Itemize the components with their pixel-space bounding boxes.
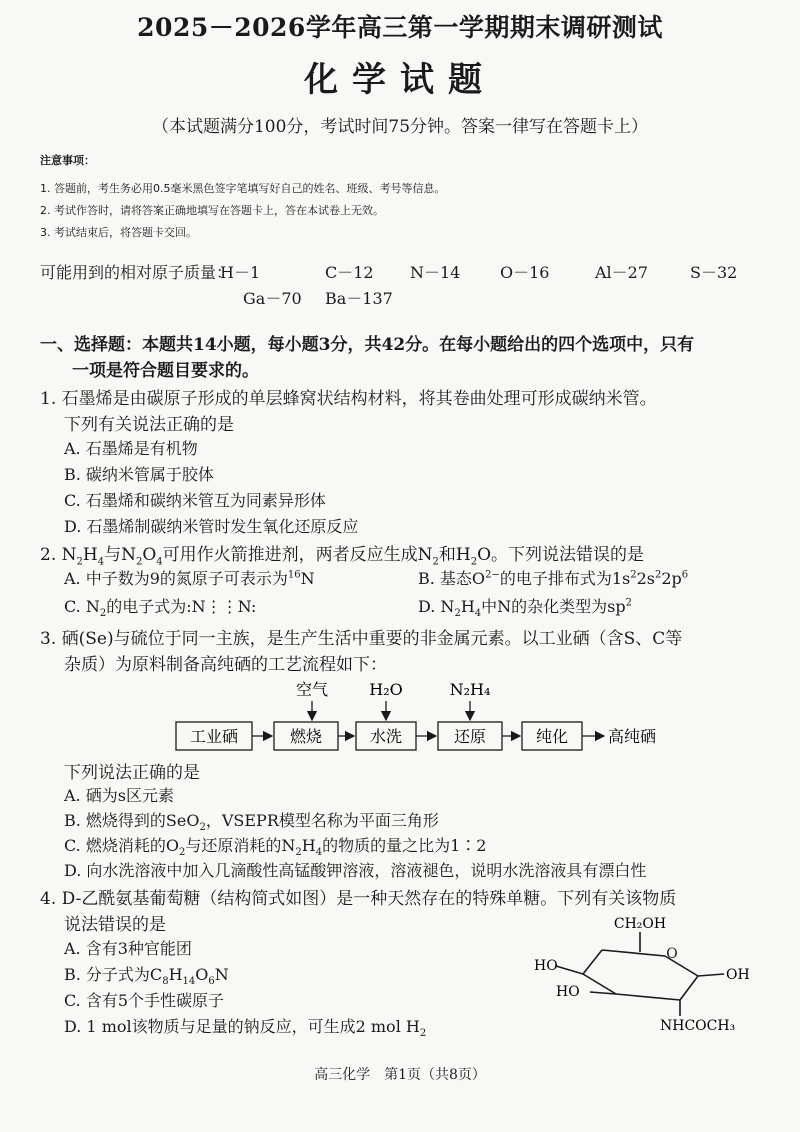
notice-item: 1. 答题前，考生务必用0.5毫米黑色签字笔填写好自己的姓名、班级、考号等信息。 <box>40 182 446 195</box>
question-3-option-d: D. 向水洗溶液中加入几滴酸性高锰酸钾溶液，溶液褪色，说明水洗溶液具有漂白性 <box>64 861 647 880</box>
question-2-option-d: D. $N_2H_4$中N的杂化类型为$sp^2$ <box>418 597 632 620</box>
atomic-mass-item: O－16 <box>500 263 550 282</box>
mol-label-oh: OH <box>726 967 750 983</box>
question-3-option-b: B. 燃烧得到的SeO$_2$，VSEPR模型名称为平面三角形 <box>64 811 439 834</box>
exam-info: （本试题满分100分，考试时间75分钟。答案一律写在答题卡上） <box>151 117 649 137</box>
question-1-stem: 1. 石墨烯是由碳原子形成的单层蜂窝状结构材料，将其卷曲处理可形成碳纳米管。 <box>40 389 657 409</box>
subject-title: 化学试题 <box>304 60 496 100</box>
molecule-structure <box>520 916 780 1051</box>
atomic-mass-item: C－12 <box>325 263 374 282</box>
mol-label-ho: HO <box>534 958 558 974</box>
atomic-mass-item: Ga－70 <box>243 289 302 308</box>
question-3-stem-cont: 杂质）为原料制备高纯硒的工艺流程如下： <box>64 655 387 675</box>
question-3-prompt: 下列说法正确的是 <box>64 763 200 783</box>
mol-label-ring-o: O <box>666 946 678 962</box>
flow-box-label: 水洗 <box>369 727 403 746</box>
question-4-option-a: A. 含有3种官能团 <box>64 939 192 958</box>
question-4-option-b: B. 分子式为$C_8H_{14}O_6N$ <box>64 965 229 988</box>
flow-input-air: 空气 <box>295 680 329 699</box>
question-1-option-a: A. 石墨烯是有机物 <box>64 439 198 458</box>
mol-label-ho: HO <box>556 984 580 1000</box>
mol-label-ch2oh: CH₂OH <box>613 916 667 932</box>
question-2-option-b: B. 基态$O^{2-}$的电子排布式为$1s^22s^22p^6$ <box>418 569 689 588</box>
atomic-mass-item: Ba－137 <box>325 289 393 308</box>
question-4-option-c: C. 含有5个手性碳原子 <box>64 991 225 1010</box>
atomic-mass-item: N－14 <box>410 263 461 282</box>
question-3-stem: 3. 硒(Se)与硫位于同一主族，是生产生活中重要的非金属元素。以工业硒（含S、C等 <box>40 629 683 649</box>
flow-box-label: 纯化 <box>535 727 569 746</box>
flow-box-label: 还原 <box>453 727 487 746</box>
question-1-stem-cont: 下列有关说法正确的是 <box>64 415 234 435</box>
process-flow-svg <box>0 675 800 760</box>
question-1-option-d: D. 石墨烯制碳纳米管时发生氧化还原反应 <box>64 517 359 536</box>
question-2-option-c: C. $N_2$的电子式为:N⋮⋮N: <box>64 597 257 620</box>
question-1-option-b: B. 碳纳米管属于胶体 <box>64 465 214 484</box>
question-3-option-c: C. 燃烧消耗的$O_2$与还原消耗的$N_2H_4$的物质的量之比为1∶2 <box>64 836 487 859</box>
notice-item: 2. 考试作答时，请将答案正确地填写在答题卡上，答在本试卷上无效。 <box>40 204 384 217</box>
flow-input-hydrazine: N₂H₄ <box>449 680 491 699</box>
molecule-structure-svg <box>520 916 780 1051</box>
flow-output: 高纯硒 <box>608 727 657 746</box>
atomic-mass-item: Al－27 <box>595 263 649 282</box>
flow-input-water: H₂O <box>369 680 403 699</box>
process-flow-diagram <box>0 675 800 760</box>
atomic-mass-label: 可能用到的相对原子质量： <box>40 263 233 282</box>
question-3-option-a: A. 硒为s区元素 <box>64 786 174 805</box>
flow-box-label: 燃烧 <box>289 727 323 746</box>
question-4-stem-cont: 说法错误的是 <box>64 915 166 935</box>
page-footer: 高三化学 第1页（共8页） <box>314 1067 486 1083</box>
notice-item: 3. 考试结束后，将答题卡交回。 <box>40 226 197 239</box>
atomic-mass-item: S－32 <box>690 263 738 282</box>
section-heading: 一、选择题：本题共14小题，每小题3分，共42分。在每小题给出的四个选项中，只有 <box>40 335 695 355</box>
question-4-option-d: D. 1 mol该物质与足量的钠反应，可生成2 mol $H_2$ <box>64 1017 427 1040</box>
exam-title: 2025－2026学年高三第一学期期末调研测试 <box>137 13 663 42</box>
mol-label-nhcoch3: NHCOCH₃ <box>660 1018 736 1034</box>
question-4-stem: 4. D-乙酰氨基葡萄糖（结构简式如图）是一种天然存在的特殊单糖。下列有关该物质 <box>40 889 677 909</box>
flow-box-label: 工业硒 <box>189 727 239 746</box>
lewis-structure-n2: :N⋮⋮N: <box>186 597 257 616</box>
section-heading-cont: 一项是符合题目要求的。 <box>72 361 259 381</box>
atomic-mass-item: H－1 <box>220 263 261 282</box>
question-1-option-c: C. 石墨烯和碳纳米管互为同素异形体 <box>64 491 326 510</box>
notice-title: 注意事项： <box>40 154 95 167</box>
question-2-stem: 2. $N_2H_4$与$N_2O_4$可用作火箭推进剂，两者反应生成$N_2$和$H_2O$。下列说法错误的是 <box>40 545 645 568</box>
question-2-option-a: A. 中子数为9的氮原子可表示为$^{16}$N <box>64 569 315 588</box>
